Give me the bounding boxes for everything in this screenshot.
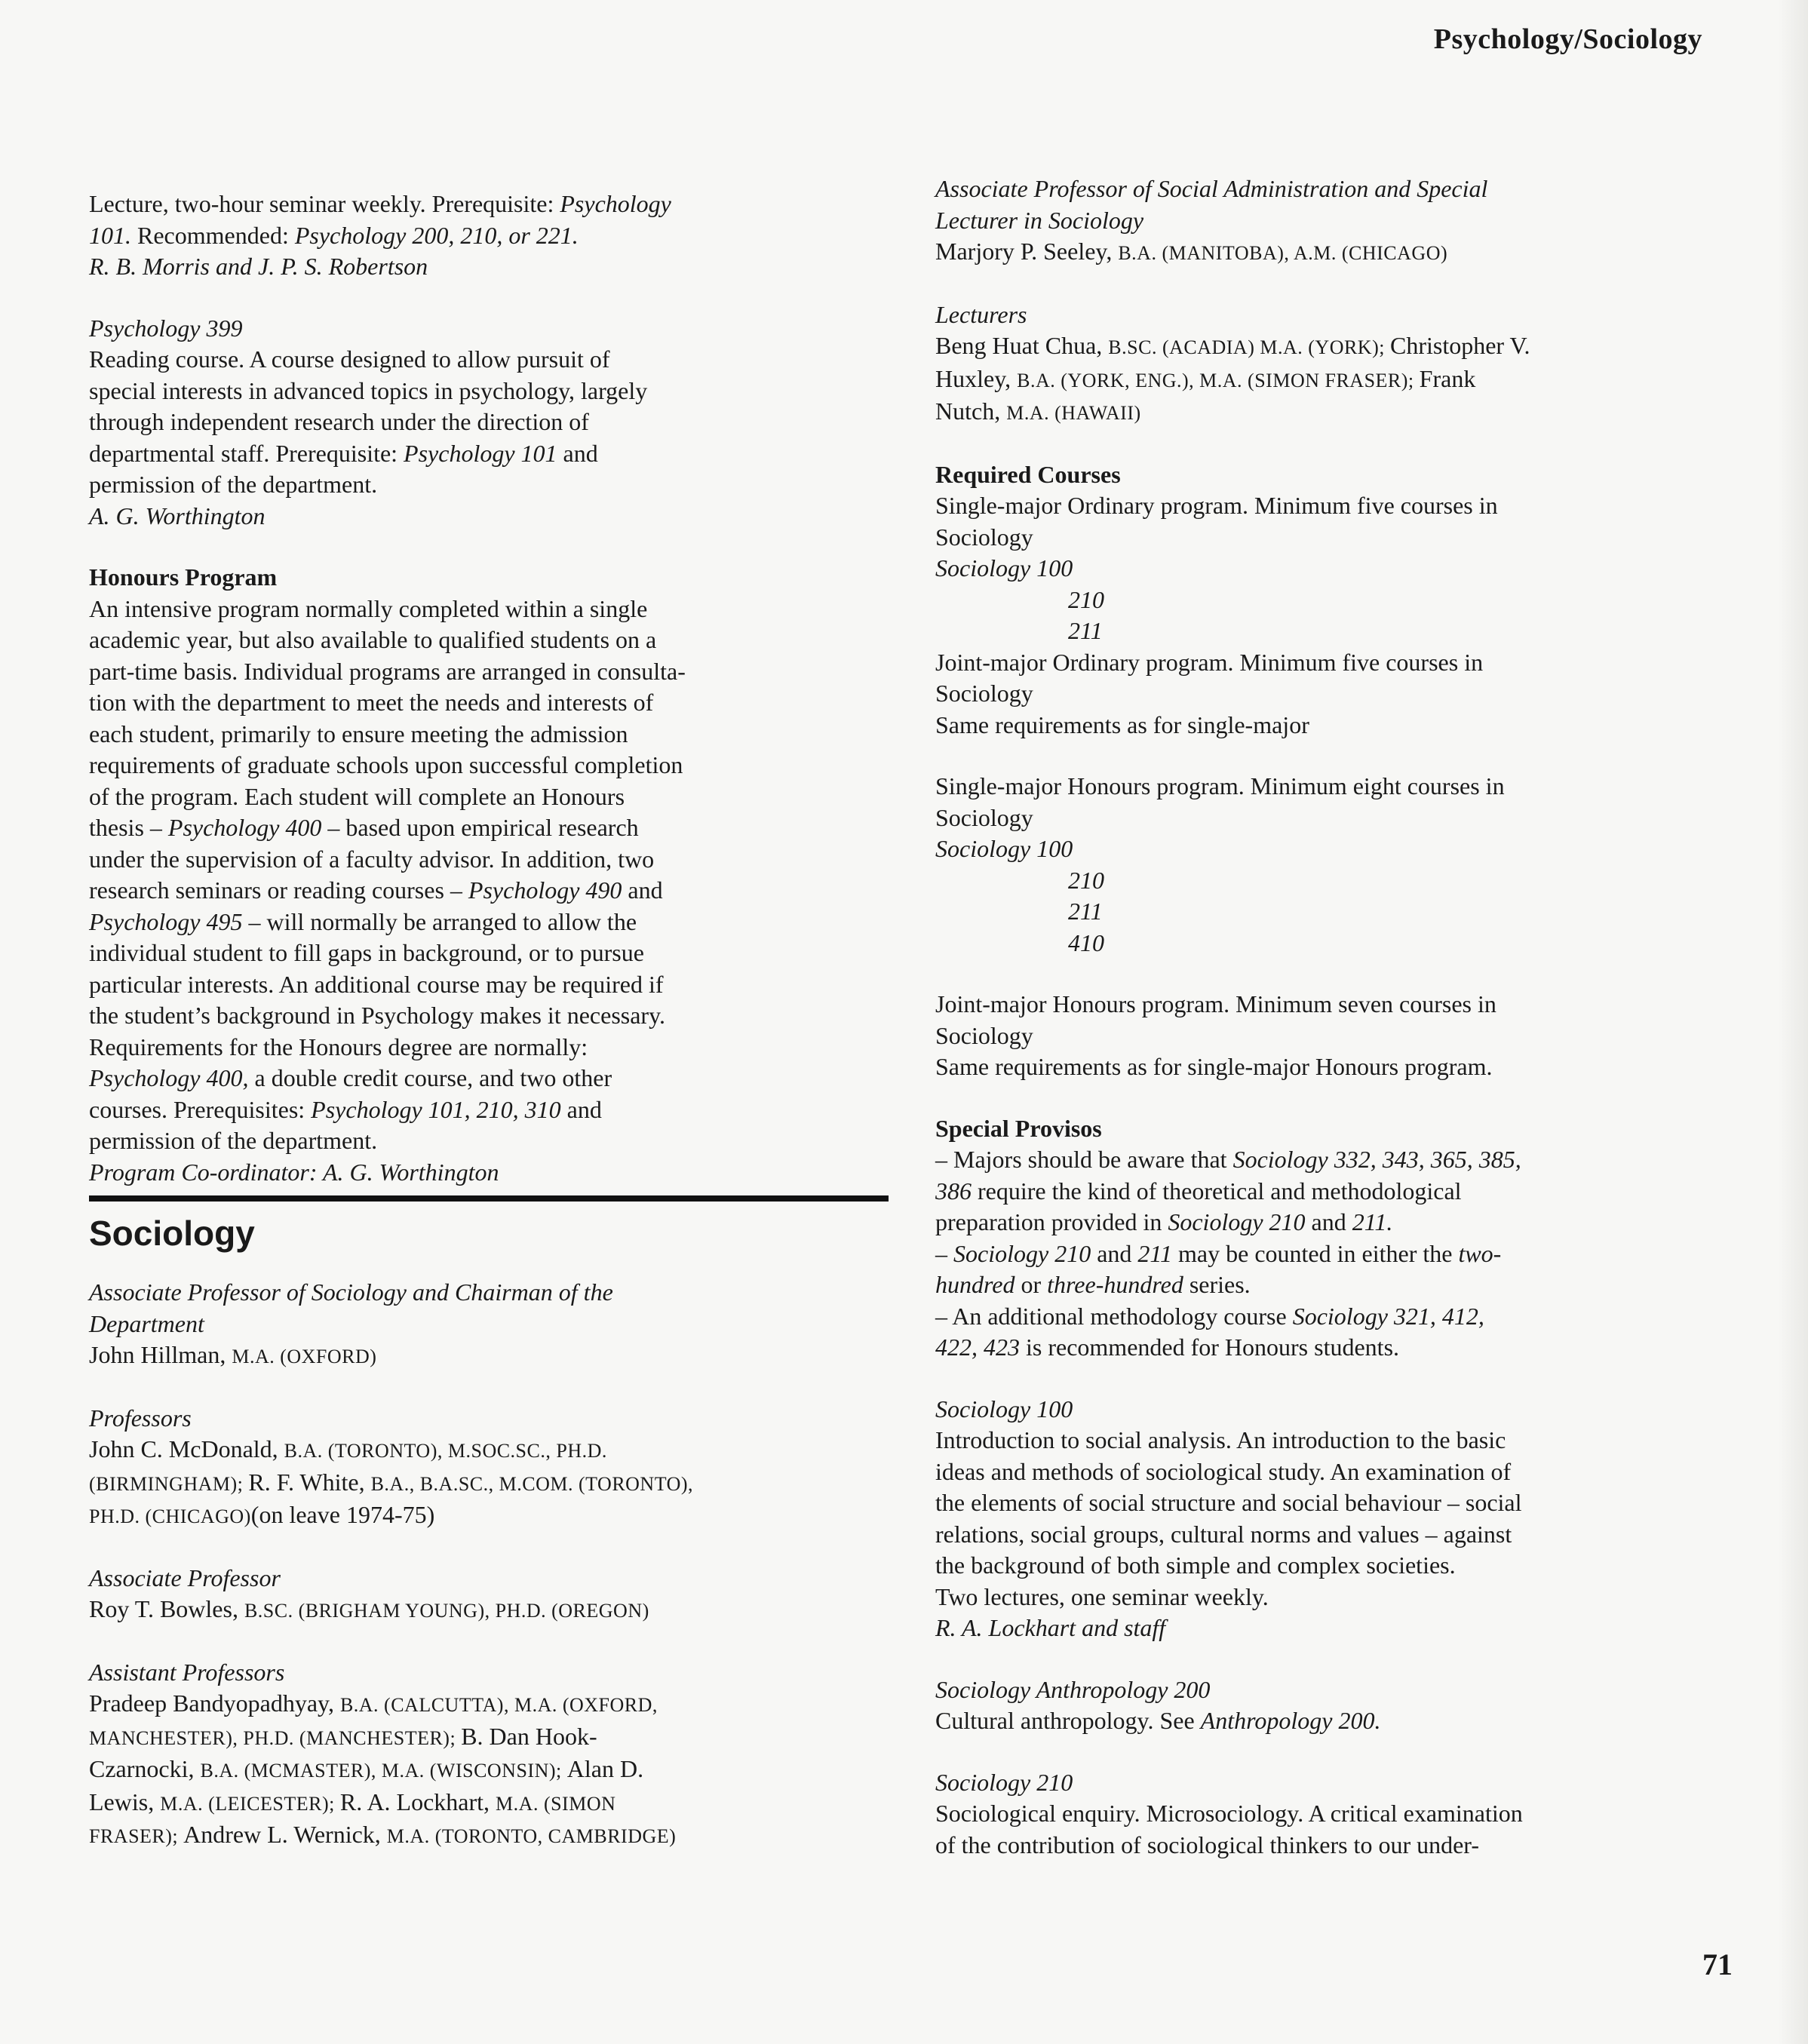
running-header: Psychology/Sociology bbox=[1433, 23, 1702, 55]
faculty-associate-professor: Associate Professor Roy T. Bowles, B.SC. (BRIGHAM YOUNG), PH.D. (OREGON) bbox=[89, 1564, 649, 1622]
sociology-section bbox=[89, 1212, 898, 1852]
course-title: Psychology 399 bbox=[89, 314, 243, 342]
left-column bbox=[89, 189, 898, 1852]
course-sociology-210: Sociology 210 Sociological enquiry. Microsociology. A critical examination of the contribution of sociological thinkers to our under- bbox=[935, 1767, 1720, 1861]
faculty-lecturers: Lecturers Beng Huat Chua, B.SC. (ACADIA) M.A. (YORK); Christopher V. Huxley, B.A. (YORK, ENG.), M.A. (SIMON FRASER); Frank Nutch, M.A. (HAWAII) bbox=[935, 300, 1530, 425]
faculty-associate-social-admin: Associate Professor of Social Administration and Special Lecturer in Sociology Marjory P. Seeley, B.A. (MANITOBA), A.M. (CHICAGO) bbox=[935, 175, 1488, 265]
instructor-line: R. A. Lockhart and staff bbox=[935, 1614, 1166, 1641]
instructor-line: R. B. Morris and J. P. S. Robertson bbox=[89, 253, 428, 280]
page-edge-shadow bbox=[1778, 0, 1808, 2044]
section-heading: Special Provisos bbox=[935, 1114, 1102, 1142]
course-sociology-anthropology-200: Sociology Anthropology 200 Cultural anthropology. See Anthropology 200. bbox=[935, 1674, 1720, 1737]
right-column bbox=[935, 173, 1720, 1861]
instructor-line: A. G. Worthington bbox=[89, 502, 266, 529]
faculty-professors: Professors John C. McDonald, B.A. (TORONTO), M.SOC.SC., PH.D. (BIRMINGHAM); R. F. White, B.A., B.A.SC., M.COM. (TORONTO), PH.D. (CHICAGO)(on leave 1974-75) bbox=[89, 1404, 694, 1528]
faculty-assistant-professors: Assistant Professors Pradeep Bandyopadhyay, B.A. (CALCUTTA), M.A. (OXFORD, MANCHESTER), PH.D. (MANCHESTER); B. Dan Hook- Czarnocki, B.A. (MCMASTER), M.A. (WISCONSIN); Alan D. Lewis, M.A. (LEICESTER); R. A. Lockhart, M.A. (SIMON FRASER); Andrew L. Wernick, M.A. (TORONTO, CAMBRIDGE) bbox=[89, 1658, 677, 1848]
course-sociology-100: Sociology 100 Introduction to social analysis. An introduction to the basic ideas and methods of sociological study. An examination of the elements of social structure and social behaviour – social relations, social groups, cultural norms and values – against the background of both simple and complex societies. Two lectures, one seminar weekly. R. A. Lockhart and staff bbox=[935, 1394, 1720, 1644]
course-continuation: Lecture, two-hour seminar weekly. Prerequisite: Psychology 101. Recommended: Psychology 200, 210, or 221. R. B. Morris and J. P. S. Robertson bbox=[89, 189, 898, 283]
section-heading: Honours Program bbox=[89, 563, 278, 591]
course-psychology-399: Psychology 399 Reading course. A course designed to allow pursuit of special interests in advanced topics in psychology, largely through independent research under the direction of departmental staff. Prerequisite: Psychology 101 and permission of the department. A. G. Worthington bbox=[89, 313, 898, 532]
faculty-chair: Associate Professor of Sociology and Chairman of the Department John Hillman, M.A. (OXFORD) bbox=[89, 1278, 613, 1368]
coordinator-line: Program Co-ordinator: A. G. Worthington bbox=[89, 1158, 499, 1186]
section-title-sociology: Sociology bbox=[89, 1214, 255, 1253]
course-title: Sociology Anthropology 200 bbox=[935, 1675, 1211, 1703]
section-heading: Required Courses bbox=[935, 460, 1121, 488]
page-number: 71 bbox=[1702, 1947, 1733, 1981]
honours-program: Honours Program An intensive program normally completed within a single academic year, but also available to qualified students on a part-time basis. Individual programs are arranged in consulta- tion with the department to meet the needs and interests of each student, primarily to ensure meeting the admission requirements of graduate schools upon successful completion of the program. Each student will complete an Honours thesis – Psychology 400 – based upon empirical research under the supervision of a faculty advisor. In addition, two research seminars or reading courses – Psychology 490 and Psychology 495 – will normally be arranged to allow the individual student to fill gaps in background, or to pursue particular interests. An additional course may be required if the student’s background in Psychology makes it necessary. Requirements for the Honours degree are normally: Psychology 400, a double credit course, and two other courses. Prerequisites: Psychology 101, 210, 310 and permission of the department. Program Co-ordinator: A. G. Worthington bbox=[89, 562, 898, 1188]
required-courses: Required Courses Single-major Ordinary program. Minimum five courses in Sociology Sociology 100 210 211 Joint-major Ordinary program. Minimum five courses in Sociology Same requirements as for single-major Single-major Honours program. Minimum eight courses in Sociology Sociology 100 210 211 410 Joint-major Honours program. Minimum seven courses in Sociology Same requirements as for single-major Honours program. bbox=[935, 459, 1720, 1083]
course-title: Sociology 100 bbox=[935, 1395, 1073, 1423]
course-title: Sociology 210 bbox=[935, 1768, 1073, 1796]
special-provisos: Special Provisos – Majors should be aware that Sociology 332, 343, 365, 385, 386 require the kind of theoretical and methodological preparation provided in Sociology 210 and 211. – Sociology 210 and 211 may be counted in either the two- hundred or three-hundred series. – An additional methodology course Sociology 321, 412, 422, 423 is recommended for Honours students. bbox=[935, 1113, 1720, 1364]
section-divider bbox=[89, 1195, 889, 1202]
